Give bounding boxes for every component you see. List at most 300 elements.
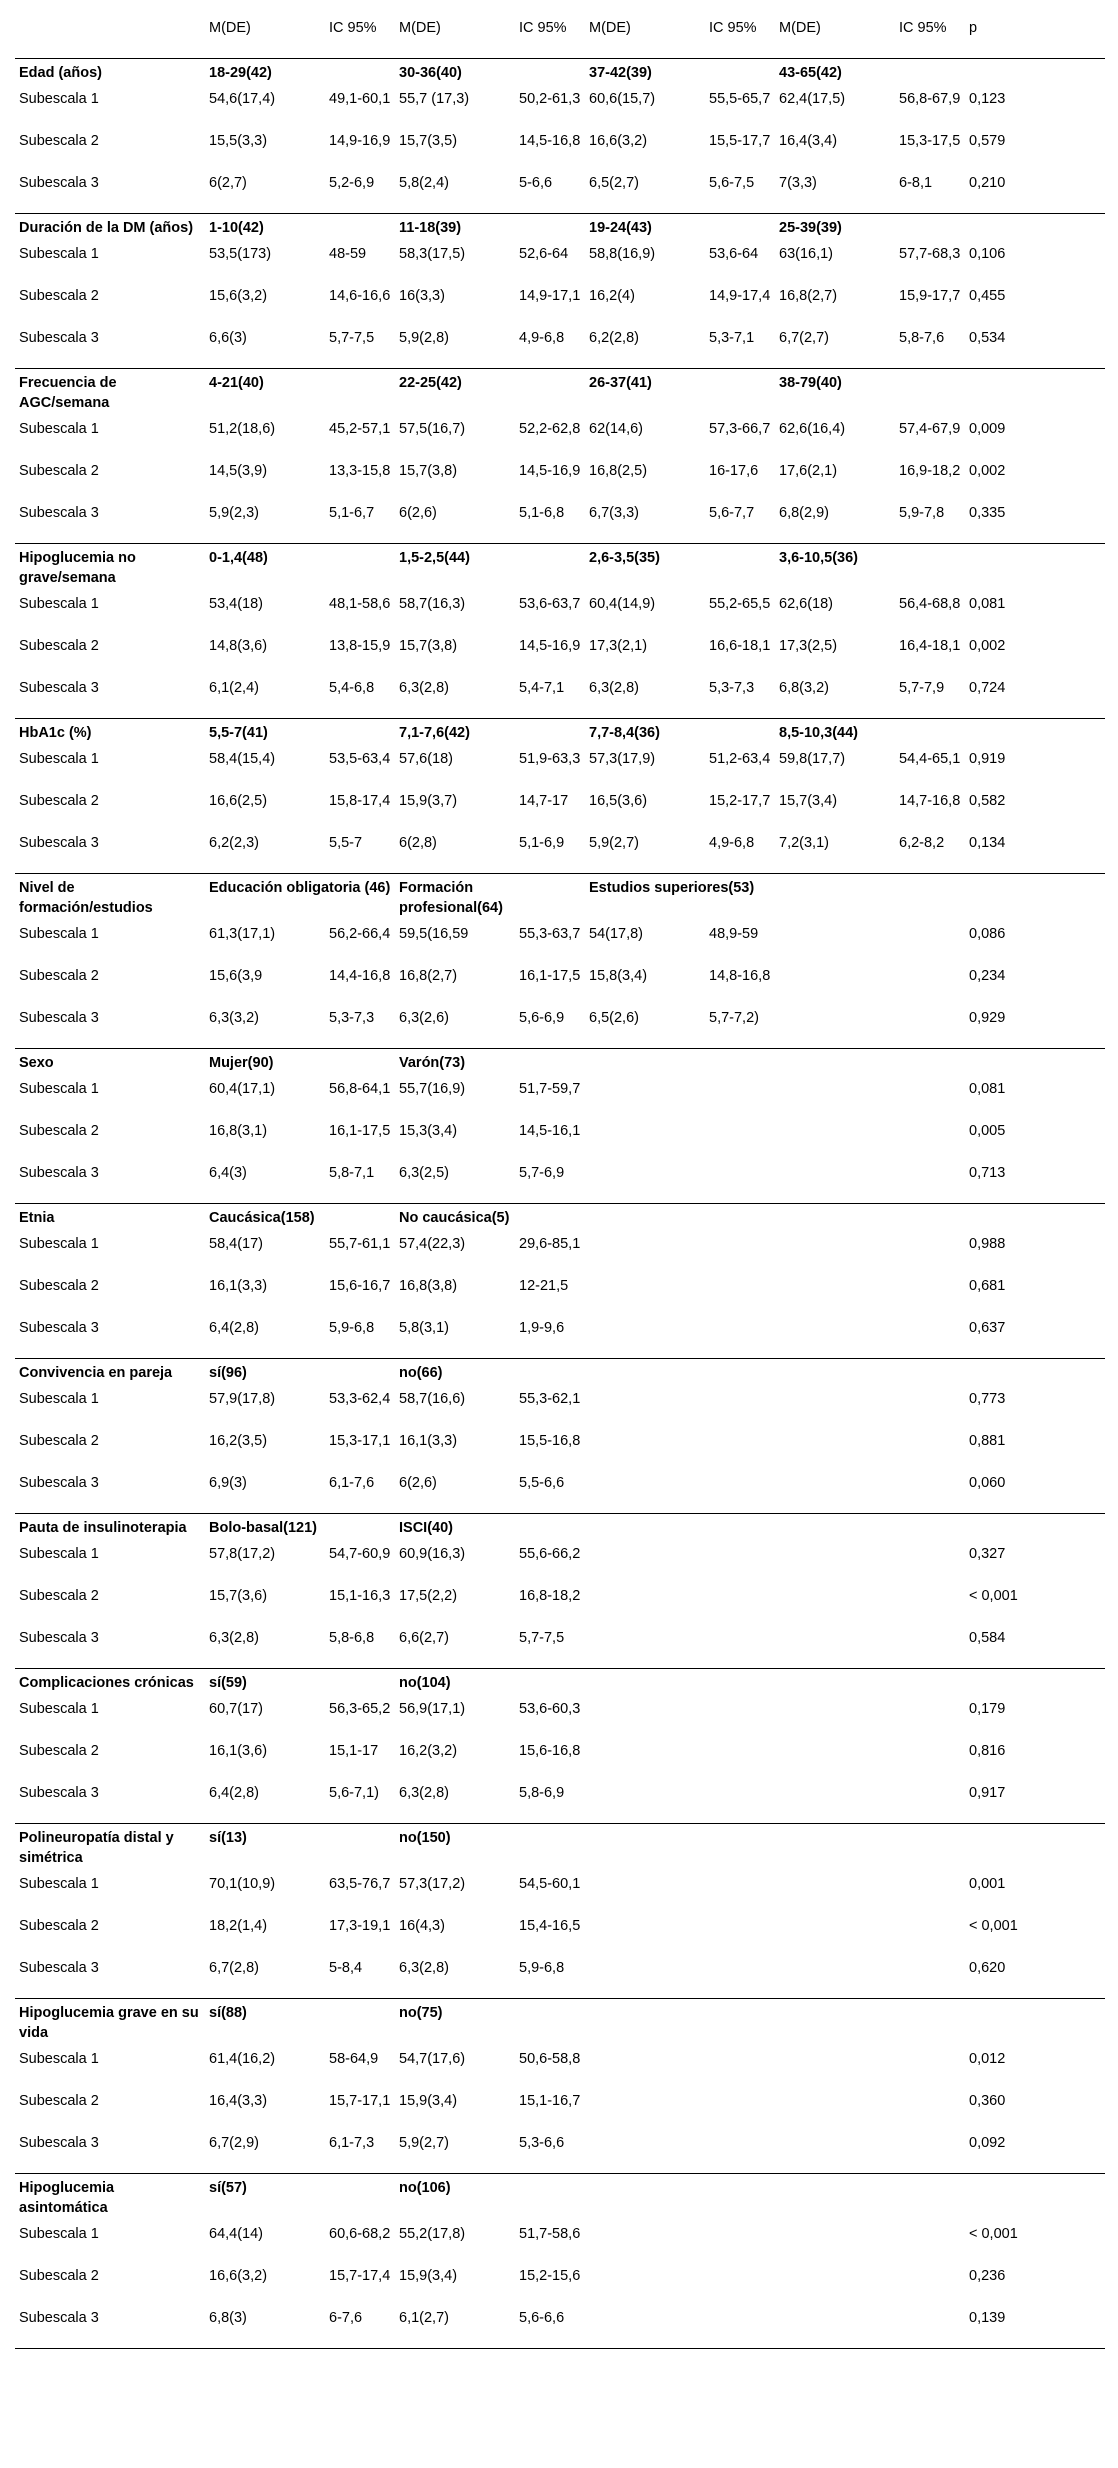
ci-cell xyxy=(705,1914,775,1956)
ci-cell: 57,7-68,3 xyxy=(899,246,961,262)
ci-cell: 5,6-7,7 xyxy=(709,505,755,521)
mean-sd-cell: 15,7(3,6) xyxy=(209,1588,268,1604)
row-label: Subescala 3 xyxy=(19,175,99,191)
ci-cell: 5,8-7,6 xyxy=(899,330,945,346)
p-value-cell: 0,005 xyxy=(969,1123,1006,1139)
group-level-label xyxy=(775,2174,965,2223)
table-body xyxy=(15,59,1105,2349)
mean-sd-cell xyxy=(775,1697,895,1739)
ci-cell xyxy=(705,2089,775,2131)
table-row xyxy=(15,1697,1105,1739)
mean-sd-cell: 6,3(2,8) xyxy=(589,680,639,696)
row-label: Subescala 1 xyxy=(19,91,99,107)
row-label: Subescala 3 xyxy=(19,2135,99,2151)
ci-cell: 5,7-7,5 xyxy=(329,330,375,346)
table-row xyxy=(15,1914,1105,1956)
table-row xyxy=(15,1781,1105,1824)
group-level-label: 30-36(40) xyxy=(399,65,462,81)
group-level-label: 1-10(42) xyxy=(205,214,395,243)
mean-sd-cell: 56,9(17,1) xyxy=(399,1701,466,1717)
group-level-label: 2,6-3,5(35) xyxy=(585,544,775,593)
mean-sd-cell: 14,8(3,6) xyxy=(209,638,268,654)
mean-sd-cell: 54,7(17,6) xyxy=(399,2051,466,2067)
ci-cell xyxy=(705,2131,775,2174)
p-value-cell: 0,002 xyxy=(969,638,1006,654)
mean-sd-cell: 6,7(2,8) xyxy=(209,1960,259,1976)
mean-sd-cell: 16,8(2,7) xyxy=(779,288,838,304)
ci-cell: 5,7-6,9 xyxy=(519,1165,565,1181)
ci-cell: 16,1-17,5 xyxy=(519,968,581,984)
ci-cell: 5,9-6,8 xyxy=(329,1320,375,1336)
row-label: Subescala 2 xyxy=(19,1918,99,1934)
ci-cell xyxy=(895,1781,965,1824)
mean-sd-cell: 57,6(18) xyxy=(399,751,454,767)
ci-cell: 15,5-17,7 xyxy=(709,133,771,149)
group-header-row xyxy=(15,1999,1105,2048)
table-row xyxy=(15,1274,1105,1316)
mean-sd-cell: 6(2,6) xyxy=(399,1475,437,1491)
mean-sd-cell: 70,1(10,9) xyxy=(209,1876,276,1892)
row-label: Subescala 2 xyxy=(19,463,99,479)
ci-cell: 56,8-64,1 xyxy=(329,1081,391,1097)
row-label: Subescala 3 xyxy=(19,1320,99,1336)
ci-cell xyxy=(895,1956,965,1999)
p-value-cell: < 0,001 xyxy=(969,1918,1018,1934)
ci-cell xyxy=(705,1471,775,1514)
ci-cell: 15,7-17,4 xyxy=(329,2268,391,2284)
ci-cell xyxy=(895,1542,965,1584)
mean-sd-cell: 5,9(2,7) xyxy=(589,835,639,851)
header-cell-p-value: p xyxy=(965,8,1105,59)
table-row xyxy=(15,2264,1105,2306)
mean-sd-cell: 57,9(17,8) xyxy=(209,1391,276,1407)
mean-sd-cell xyxy=(775,1077,895,1119)
mean-sd-cell: 16,1(3,6) xyxy=(209,1743,268,1759)
mean-sd-cell: 6,3(2,8) xyxy=(399,1785,449,1801)
mean-sd-cell xyxy=(585,1872,705,1914)
ci-cell: 50,2-61,3 xyxy=(519,91,581,107)
group-level-label: 7,1-7,6(42) xyxy=(395,719,585,748)
ci-cell: 6-7,6 xyxy=(325,2306,395,2349)
row-label: Subescala 3 xyxy=(15,2306,205,2349)
mean-sd-cell: 17,3(2,1) xyxy=(589,638,648,654)
group-label: Sexo xyxy=(15,1049,205,1078)
ci-cell: 13,3-15,8 xyxy=(329,463,391,479)
ci-cell: 15,6-16,7 xyxy=(329,1278,391,1294)
ci-cell: 14,7-16,8 xyxy=(899,793,961,809)
mean-sd-cell xyxy=(585,1429,705,1471)
statistics-table xyxy=(15,8,1105,2349)
row-label: Subescala 2 xyxy=(19,1278,99,1294)
group-level-label: 19-24(43) xyxy=(585,214,775,243)
mean-sd-cell: 15,7(3,8) xyxy=(399,638,458,654)
mean-sd-cell: 62,6(18) xyxy=(779,596,834,612)
mean-sd-cell: 6,7(2,9) xyxy=(209,2135,259,2151)
table-row xyxy=(15,789,1105,831)
group-header-row xyxy=(15,1514,1105,1543)
mean-sd-cell: 60,9(16,3) xyxy=(399,1546,466,1562)
ci-cell xyxy=(895,1119,965,1161)
mean-sd-cell xyxy=(585,1697,705,1739)
mean-sd-cell: 15,6(3,2) xyxy=(209,288,268,304)
mean-sd-cell: 7(3,3) xyxy=(779,175,817,191)
table-row xyxy=(15,2047,1105,2089)
mean-sd-cell xyxy=(775,1274,895,1316)
group-level-label: No caucásica(5) xyxy=(395,1204,585,1233)
ci-cell: 15,3-17,5 xyxy=(899,133,961,149)
group-header-row xyxy=(15,1049,1105,1078)
ci-cell: 5,9-6,8 xyxy=(519,1960,565,1976)
group-level-label: sí(96) xyxy=(205,1359,395,1388)
ci-cell: 14,5-16,1 xyxy=(519,1123,581,1139)
ci-cell: 5,8-7,1 xyxy=(329,1165,375,1181)
row-label: Subescala 1 xyxy=(19,1876,99,1892)
ci-cell: 5,2-6,9 xyxy=(329,175,375,191)
table-row xyxy=(15,1161,1105,1204)
mean-sd-cell: 57,5(16,7) xyxy=(399,421,466,437)
group-p-empty xyxy=(965,874,1105,923)
group-level-label: 8,5-10,3(44) xyxy=(775,719,965,748)
mean-sd-cell: 15,5(3,3) xyxy=(209,133,268,149)
header-cell-ci: IC 95% xyxy=(705,8,775,59)
p-value-cell: 0,360 xyxy=(969,2093,1006,2109)
mean-sd-cell: 16,8(2,7) xyxy=(399,968,458,984)
ci-cell xyxy=(895,1161,965,1204)
mean-sd-cell: 16(4,3) xyxy=(399,1918,445,1934)
mean-sd-cell: 6(2,7) xyxy=(209,175,247,191)
ci-cell: 5,3-6,6 xyxy=(519,2135,565,2151)
mean-sd-cell xyxy=(585,1274,705,1316)
group-p-empty xyxy=(965,1824,1105,1873)
group-level-label: 22-25(42) xyxy=(395,369,585,418)
group-level-label xyxy=(585,1204,775,1233)
row-label: Subescala 2 xyxy=(19,1588,99,1604)
group-level-label xyxy=(775,1514,965,1543)
table-row xyxy=(15,87,1105,129)
group-level-label xyxy=(775,874,965,923)
ci-cell: 56,4-68,8 xyxy=(899,596,961,612)
mean-sd-cell xyxy=(775,1781,895,1824)
group-p-empty xyxy=(965,1049,1105,1078)
ci-cell xyxy=(895,1429,965,1471)
mean-sd-cell: 6,8(3) xyxy=(205,2306,325,2349)
header-cell-row-label xyxy=(15,8,205,59)
row-label: Subescala 2 xyxy=(19,133,99,149)
mean-sd-cell: 17,5(2,2) xyxy=(399,1588,458,1604)
mean-sd-cell: 58,8(16,9) xyxy=(589,246,656,262)
group-level-label: no(75) xyxy=(395,1999,585,2048)
ci-cell xyxy=(895,1697,965,1739)
table-row xyxy=(15,922,1105,964)
mean-sd-cell xyxy=(585,1119,705,1161)
mean-sd-cell xyxy=(775,1739,895,1781)
group-p-empty xyxy=(965,544,1105,593)
mean-sd-cell xyxy=(775,1914,895,1956)
mean-sd-cell xyxy=(775,1542,895,1584)
ci-cell: 5,6-6,9 xyxy=(519,1010,565,1026)
ci-cell: 14,9-17,1 xyxy=(519,288,581,304)
mean-sd-cell xyxy=(775,2047,895,2089)
group-level-label xyxy=(775,1999,965,2048)
row-label: Subescala 3 xyxy=(19,1010,99,1026)
mean-sd-cell: 6,4(2,8) xyxy=(209,1320,259,1336)
mean-sd-cell: 16,4(3,4) xyxy=(779,133,838,149)
p-value-cell: 0,637 xyxy=(969,1320,1006,1336)
table-row xyxy=(15,1739,1105,1781)
mean-sd-cell: 6,9(3) xyxy=(209,1475,247,1491)
group-level-label: Caucásica(158) xyxy=(205,1204,395,1233)
ci-cell: 5,3-7,3 xyxy=(329,1010,375,1026)
table-row xyxy=(15,831,1105,874)
group-level-label: ISCI(40) xyxy=(395,1514,585,1543)
mean-sd-cell: 60,7(17) xyxy=(209,1701,264,1717)
ci-cell xyxy=(705,1232,775,1274)
p-value-cell: 0,335 xyxy=(969,505,1006,521)
group-header-row xyxy=(15,719,1105,748)
mean-sd-cell xyxy=(775,1316,895,1359)
group-level-label: 4-21(40) xyxy=(205,369,395,418)
ci-cell: 54,7-60,9 xyxy=(329,1546,391,1562)
table-row xyxy=(15,1956,1105,1999)
ci-cell xyxy=(895,1387,965,1429)
group-level-label: sí(59) xyxy=(205,1669,395,1698)
group-label: HbA1c (%) xyxy=(15,719,205,748)
ci-cell: 51,2-63,4 xyxy=(709,751,771,767)
ci-cell: 55,5-65,7 xyxy=(709,91,771,107)
ci-cell: 54,4-65,1 xyxy=(899,751,961,767)
ci-cell: 50,6-58,8 xyxy=(519,2051,581,2067)
ci-cell xyxy=(705,1626,775,1669)
ci-cell: 14,5-16,9 xyxy=(519,638,581,654)
group-label: Frecuencia de AGC/semana xyxy=(15,369,205,418)
ci-cell xyxy=(705,2264,775,2306)
group-level-label: 11-18(39) xyxy=(395,214,585,243)
mean-sd-cell: 16,5(3,6) xyxy=(589,793,648,809)
ci-cell: 15,1-17 xyxy=(329,1743,379,1759)
p-value-cell: 0,988 xyxy=(969,1236,1006,1252)
mean-sd-cell xyxy=(585,1956,705,1999)
ci-cell: 5,6-6,6 xyxy=(515,2306,585,2349)
mean-sd-cell: 60,4(14,9) xyxy=(589,596,656,612)
row-label: Subescala 3 xyxy=(19,1785,99,1801)
mean-sd-cell: 59,8(17,7) xyxy=(779,751,846,767)
table-row xyxy=(15,2089,1105,2131)
ci-cell: 14,5-16,9 xyxy=(519,463,581,479)
mean-sd-cell: 61,4(16,2) xyxy=(209,2051,276,2067)
ci-cell xyxy=(705,2047,775,2089)
mean-sd-cell: 15,9(3,4) xyxy=(399,2093,458,2109)
header-cell-mean-sd: M(DE) xyxy=(775,8,895,59)
p-value-cell: 0,236 xyxy=(969,2268,1006,2284)
table-row xyxy=(15,1119,1105,1161)
mean-sd-cell xyxy=(585,1077,705,1119)
ci-cell: 16,9-18,2 xyxy=(899,463,961,479)
mean-sd-cell: 61,3(17,1) xyxy=(209,926,276,942)
ci-cell: 15,6-16,8 xyxy=(519,1743,581,1759)
mean-sd-cell xyxy=(585,1739,705,1781)
group-level-label: no(66) xyxy=(395,1359,585,1388)
ci-cell: 15,2-15,6 xyxy=(519,2268,581,2284)
p-value-cell: 0,620 xyxy=(969,1960,1006,1976)
group-level-label: Mujer(90) xyxy=(205,1049,395,1078)
ci-cell xyxy=(895,2089,965,2131)
group-header-row xyxy=(15,1669,1105,1698)
ci-cell: 4,9-6,8 xyxy=(709,835,755,851)
group-level-label: Formación profesional(64) xyxy=(395,874,585,923)
header-cell-ci: IC 95% xyxy=(515,8,585,59)
group-level-label xyxy=(585,1049,775,1078)
mean-sd-cell: 15,7(3,8) xyxy=(399,463,458,479)
ci-cell xyxy=(895,1471,965,1514)
ci-cell: 51,9-63,3 xyxy=(519,751,581,767)
p-value-cell: 0,123 xyxy=(969,91,1006,107)
mean-sd-cell xyxy=(585,1161,705,1204)
ci-cell: 6,1-7,3 xyxy=(329,2135,375,2151)
ci-cell: 5,1-6,9 xyxy=(519,835,565,851)
mean-sd-cell xyxy=(585,1542,705,1584)
group-level-label: 3,6-10,5(36) xyxy=(775,544,965,593)
p-value-cell: 0,009 xyxy=(969,421,1006,437)
row-label: Subescala 1 xyxy=(19,246,99,262)
mean-sd-cell: 18,2(1,4) xyxy=(209,1918,268,1934)
ci-cell xyxy=(895,1739,965,1781)
p-value-cell: 0,579 xyxy=(969,133,1006,149)
mean-sd-cell xyxy=(585,1471,705,1514)
group-label: Hipoglucemia grave en su vida xyxy=(15,1999,205,2048)
mean-sd-cell: 16,6(3,2) xyxy=(209,2268,268,2284)
mean-sd-cell xyxy=(585,2264,705,2306)
mean-sd-cell: 6,8(2,9) xyxy=(779,505,829,521)
group-level-label xyxy=(585,2174,775,2223)
ci-cell xyxy=(705,1161,775,1204)
ci-cell xyxy=(705,1387,775,1429)
mean-sd-cell xyxy=(585,1316,705,1359)
p-value-cell: 0,681 xyxy=(969,1278,1006,1294)
group-level-label xyxy=(585,1514,775,1543)
mean-sd-cell xyxy=(775,1119,895,1161)
ci-cell: 5,1-6,8 xyxy=(519,505,565,521)
row-label: Subescala 1 xyxy=(19,2051,99,2067)
ci-cell xyxy=(705,1956,775,1999)
group-p-empty xyxy=(965,1204,1105,1233)
p-value-cell: 0,919 xyxy=(969,751,1006,767)
group-header-row xyxy=(15,1359,1105,1388)
mean-sd-cell: 15,6(3,9 xyxy=(209,968,263,984)
mean-sd-cell: 16,1(3,3) xyxy=(399,1433,458,1449)
ci-cell xyxy=(705,1316,775,1359)
mean-sd-cell: 53,4(18) xyxy=(209,596,264,612)
group-p-empty xyxy=(965,1669,1105,1698)
group-level-label xyxy=(775,1824,965,1873)
header-cell-mean-sd: M(DE) xyxy=(585,8,705,59)
mean-sd-cell: 6,3(3,2) xyxy=(209,1010,259,1026)
p-value-cell: 0,002 xyxy=(969,463,1006,479)
mean-sd-cell xyxy=(775,1956,895,1999)
ci-cell: 15,7-17,1 xyxy=(329,2093,391,2109)
group-p-empty xyxy=(965,719,1105,748)
mean-sd-cell: 16,4(3,3) xyxy=(209,2093,268,2109)
group-level-label xyxy=(775,1204,965,1233)
p-value-cell: 0,929 xyxy=(969,1010,1006,1026)
ci-cell: 56,8-67,9 xyxy=(899,91,961,107)
p-value-cell: 0,001 xyxy=(969,1876,1006,1892)
table-row xyxy=(15,2222,1105,2264)
ci-cell: 5-6,6 xyxy=(519,175,553,191)
group-level-label: 26-37(41) xyxy=(585,369,775,418)
ci-cell: 6-8,1 xyxy=(899,175,933,191)
table-row xyxy=(15,747,1105,789)
mean-sd-cell: 62,6(16,4) xyxy=(779,421,846,437)
mean-sd-cell xyxy=(585,2222,705,2264)
row-label: Subescala 3 xyxy=(19,505,99,521)
p-value-cell: 0,179 xyxy=(969,1701,1006,1717)
mean-sd-cell: 6,3(2,6) xyxy=(399,1010,449,1026)
mean-sd-cell xyxy=(585,1626,705,1669)
group-level-label xyxy=(775,1049,965,1078)
ci-cell xyxy=(895,2222,965,2264)
mean-sd-cell: 53,5(173) xyxy=(209,246,272,262)
mean-sd-cell: 16,8(3,1) xyxy=(209,1123,268,1139)
ci-cell xyxy=(705,1274,775,1316)
group-level-label xyxy=(585,1359,775,1388)
p-value-cell: 0,210 xyxy=(969,175,1006,191)
group-level-label: Varón(73) xyxy=(395,1049,585,1078)
ci-cell: 57,3-66,7 xyxy=(709,421,771,437)
group-level-label: 7,7-8,4(36) xyxy=(585,719,775,748)
ci-cell: 14,6-16,6 xyxy=(329,288,391,304)
row-label: Subescala 3 xyxy=(19,835,99,851)
ci-cell: 48-59 xyxy=(329,246,367,262)
group-level-label xyxy=(585,1669,775,1698)
group-header-row xyxy=(15,59,1105,88)
row-label: Subescala 1 xyxy=(19,1081,99,1097)
row-label: Subescala 3 xyxy=(19,680,99,696)
ci-cell xyxy=(705,1429,775,1471)
ci-cell xyxy=(705,1119,775,1161)
mean-sd-cell xyxy=(775,1161,895,1204)
ci-cell: 5,5-6,6 xyxy=(519,1475,565,1491)
mean-sd-cell: 6,7(2,7) xyxy=(779,330,829,346)
ci-cell xyxy=(895,964,965,1006)
ci-cell xyxy=(895,1232,965,1274)
table-row xyxy=(15,284,1105,326)
ci-cell: 57,4-67,9 xyxy=(899,421,961,437)
group-label: Convivencia en pareja xyxy=(15,1359,205,1388)
p-value-cell: 0,584 xyxy=(969,1630,1006,1646)
mean-sd-cell xyxy=(775,1232,895,1274)
group-level-label xyxy=(585,1824,775,1873)
mean-sd-cell xyxy=(775,922,895,964)
ci-cell: 29,6-85,1 xyxy=(519,1236,581,1252)
mean-sd-cell: 54,6(17,4) xyxy=(209,91,276,107)
ci-cell xyxy=(705,1584,775,1626)
mean-sd-cell: 58,3(17,5) xyxy=(399,246,466,262)
group-p-empty xyxy=(965,59,1105,88)
ci-cell: 49,1-60,1 xyxy=(329,91,391,107)
mean-sd-cell: 57,3(17,2) xyxy=(399,1876,466,1892)
row-label: Subescala 3 xyxy=(19,1630,99,1646)
ci-cell xyxy=(895,1626,965,1669)
mean-sd-cell xyxy=(585,1584,705,1626)
table-row xyxy=(15,171,1105,214)
ci-cell: 5,7-7,9 xyxy=(899,680,945,696)
p-value-cell: 0,455 xyxy=(969,288,1006,304)
ci-cell: 53,5-63,4 xyxy=(329,751,391,767)
group-level-label: no(150) xyxy=(395,1824,585,1873)
row-label: Subescala 1 xyxy=(19,1546,99,1562)
group-header-row xyxy=(15,369,1105,418)
ci-cell: 5,6-7,5 xyxy=(709,175,755,191)
